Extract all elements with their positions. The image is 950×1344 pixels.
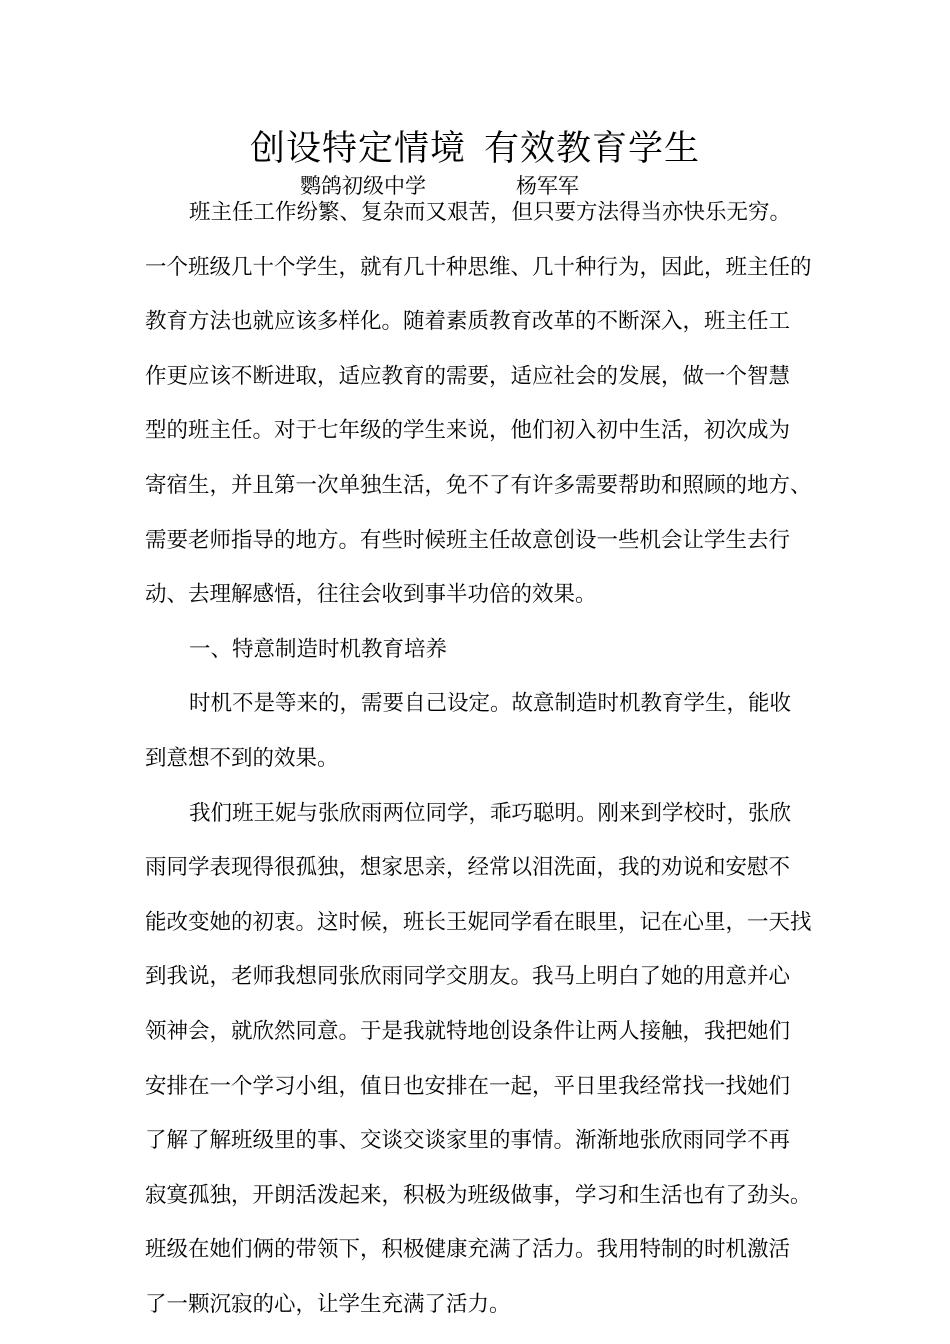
body-line: 寄宿生，并且第一次单独生活，免不了有许多需要帮助和照顾的地方、 bbox=[145, 473, 812, 498]
body-line: 作更应该不断进取，适应教育的需要，适应社会的发展，做一个智慧 bbox=[145, 363, 791, 389]
author-name: 杨军军 bbox=[516, 174, 579, 198]
body-line: 型的班主任。对于七年级的学生来说，他们初入初中生活，初次成为 bbox=[145, 418, 791, 444]
body-line: 到我说，老师我想同张欣雨同学交朋友。我马上明白了她的用意并心 bbox=[145, 964, 791, 990]
document-title bbox=[0, 126, 950, 172]
body-line: 寂寞孤独，开朗活泼起来，积极为班级做事，学习和生活也有了劲头。 bbox=[145, 1182, 812, 1208]
body-line: 能改变她的初衷。这时候，班长王妮同学看在眼里，记在心里，一天找 bbox=[145, 909, 812, 935]
body-line: 领神会，就欣然同意。于是我就特地创设条件让两人接触，我把她们 bbox=[145, 1019, 791, 1044]
body-line: 了解了解班级里的事、交谈交谈家里的事情。渐渐地张欣雨同学不再 bbox=[145, 1128, 791, 1154]
body-line: 我们班王妮与张欣雨两位同学，乖巧聪明。刚来到学校时，张欣 bbox=[189, 800, 792, 826]
body-line: 了一颗沉寂的心，让学生充满了活力。 bbox=[145, 1292, 511, 1317]
body-line: 教育方法也就应该多样化。随着素质教育改革的不断深入，班主任工 bbox=[145, 309, 791, 335]
body-line: 雨同学表现得很孤独，想家思亲，经常以泪洗面，我的劝说和安慰不 bbox=[145, 855, 791, 881]
body-line: 到意想不到的效果。 bbox=[145, 746, 339, 771]
body-line: 一、特意制造时机教育培养 bbox=[189, 636, 448, 662]
body-line: 动、去理解感悟，往往会收到事半功倍的效果。 bbox=[145, 582, 597, 608]
body-line: 安排在一个学习小组，值日也安排在一起，平日里我经常找一找她们 bbox=[145, 1073, 791, 1099]
title-part-1: 创设特定情境 bbox=[249, 129, 466, 169]
body-line: 班主任工作纷繁、复杂而又艰苦，但只要方法得当亦快乐无穷。 bbox=[189, 200, 792, 225]
body-line: 一个班级几十个学生，就有几十种思维、几十种行为，因此，班主任的 bbox=[145, 254, 812, 280]
body-line: 班级在她们俩的带领下，积极健康充满了活力。我用特制的时机激活 bbox=[145, 1237, 791, 1263]
body-line: 需要老师指导的地方。有些时候班主任故意创设一些机会让学生去行 bbox=[145, 527, 791, 553]
school-name: 鹦鸽初级中学 bbox=[300, 174, 426, 198]
body-line: 时机不是等来的，需要自己设定。故意制造时机教育学生，能收 bbox=[189, 691, 792, 717]
title-part-2: 有效教育学生 bbox=[484, 129, 701, 169]
